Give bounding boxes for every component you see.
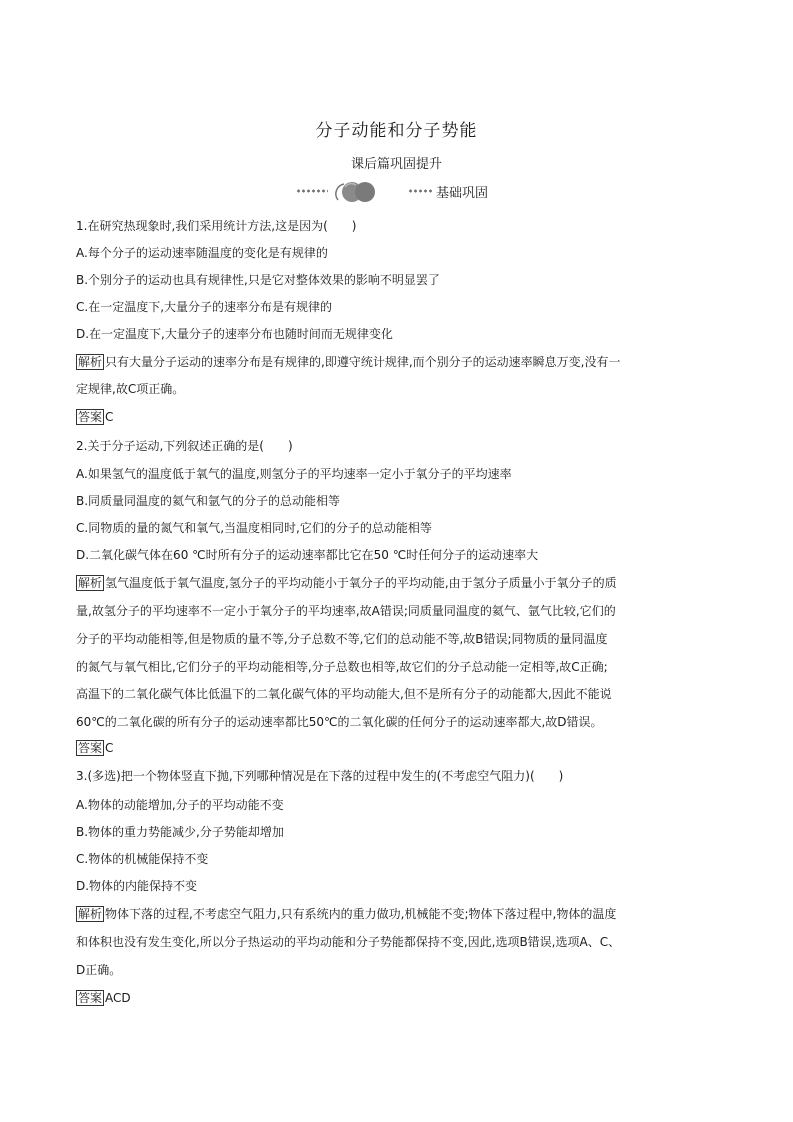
analysis-text: 物体下落的过程,不考虑空气阻力,只有系统内的重力做功,机械能不变;物体下落过程中,物体的温度 [105, 907, 617, 921]
q1-option-c: C.在一定温度下,大量分子的速率分布是有规律的 [76, 300, 333, 314]
q1-stem: 1.在研究热现象时,我们采用统计方法,这是因为( ) [76, 219, 357, 233]
q2-analysis-line-5: 高温下的二氧化碳气体比低温下的二氧化碳气体的平均动能大,但不是所有分子的动能都大,因此不能说 [76, 687, 612, 701]
q2-option-d: D.二氧化碳气体在60 ℃时所有分子的运动速率都比它在50 ℃时任何分子的运动速率大 [76, 548, 539, 562]
q1-option-d: D.在一定温度下,大量分子的速率分布也随时间而无规律变化 [76, 327, 393, 341]
q3-option-a: A.物体的动能增加,分子的平均动能不变 [76, 798, 284, 812]
q1-option-b: B.个别分子的运动也具有规律性,只是它对整体效果的影响不明显罢了 [76, 273, 440, 287]
analysis-tag: 解析 [78, 576, 103, 590]
answer-tag: 答案 [78, 991, 103, 1005]
answer-tag: 答案 [78, 741, 103, 755]
answer-value: C [105, 741, 114, 755]
q3-option-c: C.物体的机械能保持不变 [76, 852, 209, 866]
q2-option-c: C.同物质的量的氮气和氧气,当温度相同时,它们的分子的总动能相等 [76, 521, 432, 535]
q2-analysis-line-6: 60℃的二氧化碳的所有分子的运动速率都比50℃的二氧化碳的任何分子的运动速率都大,故D错误。 [76, 715, 603, 729]
q2-answer [76, 740, 113, 756]
dotted-line-left [296, 189, 328, 193]
q3-analysis-line-3: D正确。 [76, 963, 122, 977]
q2-analysis-line-2: 量,故氢分子的平均速率不一定小于氧分子的平均速率,故A错误;同质量同温度的氦气、氩气比较,它们的 [76, 604, 616, 618]
q3-option-b: B.物体的重力势能减少,分子势能却增加 [76, 825, 284, 839]
analysis-text: 氢气温度低于氧气温度,氢分子的平均动能小于氧分子的平均动能,由于氢分子质量小于氧分子的质 [105, 576, 617, 590]
analysis-tag: 解析 [78, 355, 103, 369]
section-label: 基础巩固 [436, 186, 489, 201]
analysis-text: 只有大量分子运动的速率分布是有规律的,即遵守统计规律,而个别分子的运动速率瞬息万变,没有一 [105, 355, 621, 369]
q3-analysis-line-1 [76, 906, 616, 922]
answer-tag: 答案 [78, 410, 103, 424]
q2-analysis-line-3: 分子的平均动能相等,但是物质的量不等,分子总数不等,它们的总动能不等,故B错误;同物质的量同温度 [76, 632, 608, 646]
document-title: 分子动能和分子势能 [315, 121, 478, 141]
q3-option-d: D.物体的内能保持不变 [76, 879, 198, 893]
q2-analysis-line-4: 的氮气与氧气相比,它们分子的平均动能相等,分子总数也相等,故它们的分子总动能一定相等,故C正确; [76, 660, 608, 674]
dotted-line-right [408, 189, 432, 193]
q3-analysis-line-2: 和体积也没有发生变化,所以分子热运动的平均动能和分子势能都保持不变,因此,选项B错误,选项A、C、 [76, 935, 621, 949]
section-banner [296, 180, 506, 204]
section-emblem-icon [332, 180, 378, 204]
q2-option-b: B.同质量同温度的氦气和氩气的分子的总动能相等 [76, 494, 341, 508]
q3-answer [76, 990, 131, 1006]
q1-analysis-line-2: 定规律,故C项正确。 [76, 382, 185, 396]
analysis-tag: 解析 [78, 907, 103, 921]
q2-option-a: A.如果氢气的温度低于氧气的温度,则氢分子的平均速率一定小于氧分子的平均速率 [76, 467, 512, 481]
q1-answer [76, 409, 113, 425]
q2-stem: 2.关于分子运动,下列叙述正确的是( ) [76, 439, 293, 453]
answer-value: C [105, 410, 114, 424]
document-subtitle: 课后篇巩固提升 [350, 157, 442, 172]
q1-analysis-line-1 [76, 354, 620, 370]
answer-value: ACD [105, 991, 131, 1005]
q1-option-a: A.每个分子的运动速率随温度的变化是有规律的 [76, 246, 328, 260]
q3-stem: 3.(多选)把一个物体竖直下抛,下列哪种情况是在下落的过程中发生的(不考虑空气阻力)( ) [76, 769, 564, 783]
q2-analysis-line-1 [76, 575, 617, 591]
